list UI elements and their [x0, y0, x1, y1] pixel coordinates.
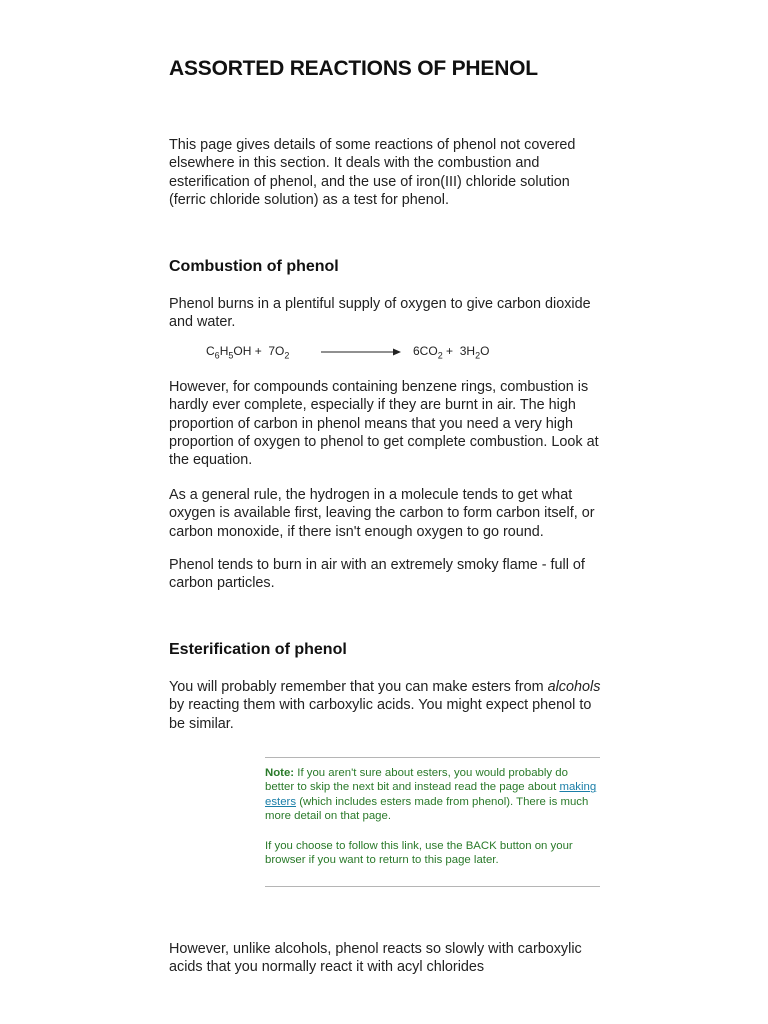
reaction-arrow-icon	[321, 347, 401, 357]
combustion-heading: Combustion of phenol	[169, 258, 339, 275]
combustion-paragraph-2: However, for compounds containing benzene rings, combustion is hardly ever complete, especially if they are burnt in air. The high proportion of carbon in phenol means that you need a very high proportion of oxygen to phenol to get complete combustion. Look at the equation.	[169, 379, 599, 469]
combustion-paragraph-1: Phenol burns in a plentiful supply of oxygen to give carbon dioxide and water.	[169, 296, 591, 331]
note-label: Note:	[265, 767, 295, 779]
esterification-paragraph-1: You will probably remember that you can make esters from alcohols by reacting them with carboxylic acids. You might expect phenol to be similar.	[169, 679, 601, 732]
note-box	[265, 757, 600, 887]
note-paragraph-2: If you choose to follow this link, use the BACK button on your browser if you want to return to this page later.	[265, 840, 573, 867]
page-title: ASSORTED REACTIONS OF PHENOL	[169, 57, 538, 80]
equation-products: $6CO_2 + 3H_2O$	[413, 344, 490, 361]
making-esters-link[interactable]: making esters	[265, 781, 597, 808]
esterification-heading: Esterification of phenol	[169, 641, 347, 658]
note-paragraph-1: Note: If you aren't sure about esters, you would probably do better to skip the next bit and instead read the page about making esters (which includes esters made from phenol). There is much more detail on that page.	[265, 767, 597, 823]
combustion-equation	[206, 344, 506, 362]
combustion-paragraph-3: As a general rule, the hydrogen in a molecule tends to get what oxygen is available first, leaving the carbon to form carbon itself, or carbon monoxide, if there isn't enough oxygen to go round.	[169, 487, 595, 540]
equation-reactants: $C_6H_5OH + 7O_2$	[206, 344, 290, 361]
esterification-paragraph-2: However, unlike alcohols, phenol reacts so slowly with carboxylic acids that you normally react it with acyl chlorides	[169, 941, 582, 976]
combustion-paragraph-4: Phenol tends to burn in air with an extremely smoky flame - full of carbon particles.	[169, 557, 585, 592]
intro-paragraph: This page gives details of some reactions of phenol not covered elsewhere in this section. It deals with the combustion and esterification of phenol, and the use of iron(III) chloride solution (ferric chloride solution) as a test for phenol.	[169, 137, 576, 208]
